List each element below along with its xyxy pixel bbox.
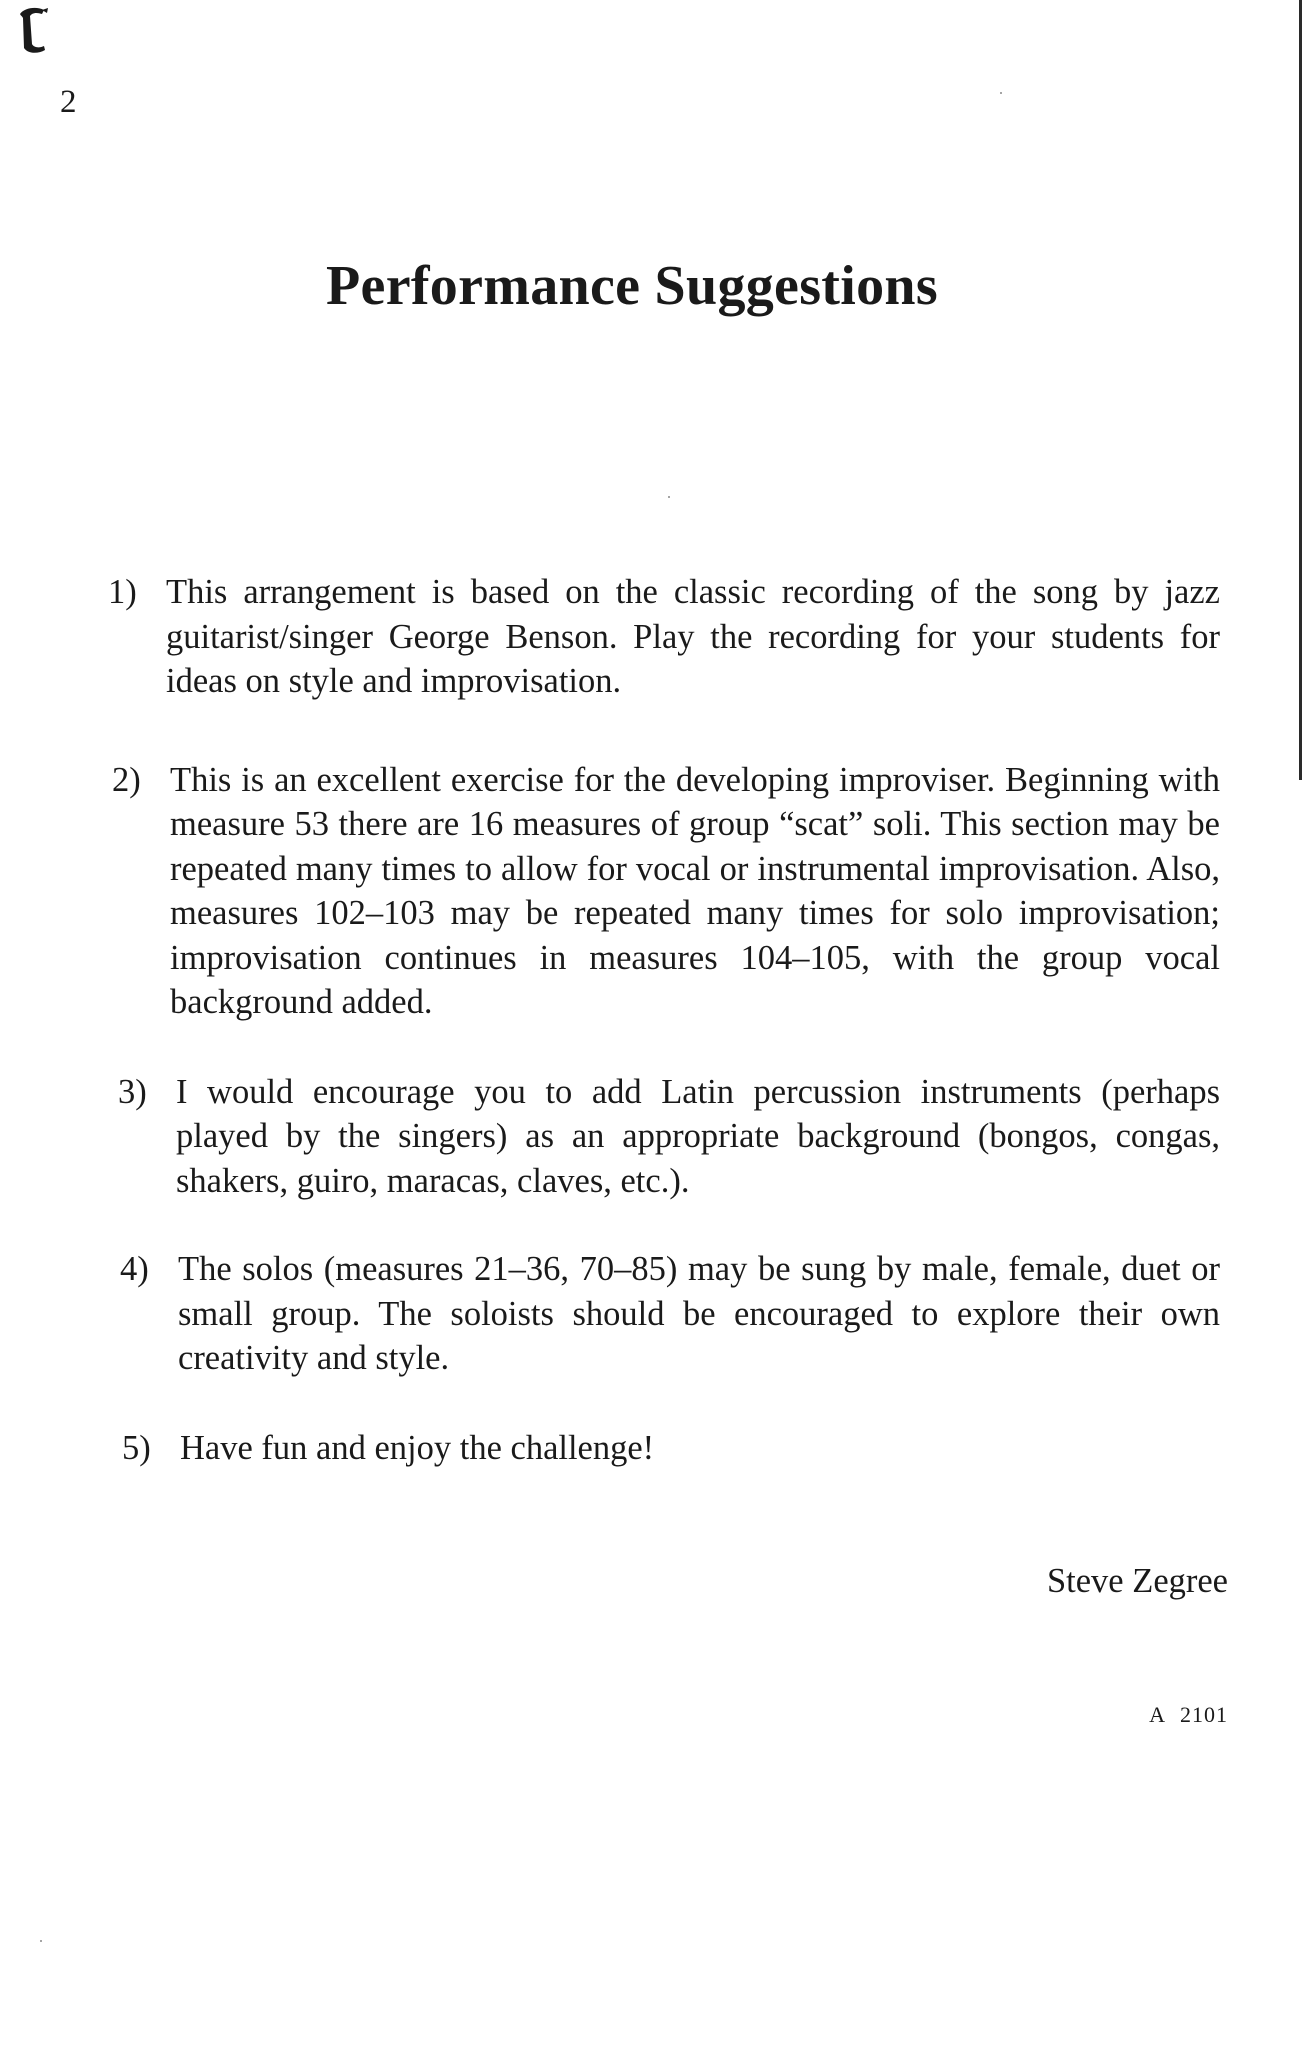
suggestion-text: Have fun and enjoy the challenge! (180, 1428, 655, 1467)
suggestion-text: The solos (measures 21–36, 70–85) may be sung by male, female, duet or small group. The soloists should be encouraged to explore their own creativity and style. (178, 1250, 1220, 1377)
suggestion-text: I would encourage you to add Latin percussion instruments (perhaps played by the singers) as an appropriate background (bongos, congas, shakers, guiro, maracas, claves, etc.). (176, 1072, 1220, 1200)
scan-speck (1000, 92, 1002, 94)
suggestion-item (72, 570, 1220, 704)
page-title: Performance Suggestions (326, 255, 938, 317)
page-number: 2 (60, 84, 77, 120)
publisher-mark-icon (14, 4, 54, 56)
suggestion-number: 4) (120, 1250, 149, 1288)
suggestion-text: This is an excellent exercise for the developing improviser. Beginning with measure 53 there are 16 measures of group “scat” soli. This section may be repeated many times to allow for vocal or instrumental improvisation. Also, measures 102–103 may be repeated many times for solo improvisation; improvisation continues in measures 104–105, with the group vocal background added. (170, 760, 1220, 1021)
suggestion-item (82, 1070, 1220, 1204)
suggestion-number: 2) (112, 760, 141, 799)
scan-speck (668, 496, 670, 498)
suggestion-number: 1) (108, 573, 137, 611)
scan-speck (40, 1940, 42, 1942)
catalog-prefix: A (1149, 1702, 1166, 1727)
suggestion-text: This arrangement is based on the classic recording of the song by jazz guitarist/singer George Benson. Play the recording for your students for ideas on style and improvisation. (166, 573, 1220, 700)
suggestion-number: 5) (122, 1428, 151, 1467)
suggestion-item (86, 1426, 1220, 1471)
suggestion-item (76, 758, 1220, 1025)
suggestions-list (72, 570, 1220, 1470)
suggestion-item (84, 1247, 1220, 1381)
suggestion-number: 3) (118, 1072, 147, 1111)
author-signature: Steve Zegree (1046, 1562, 1228, 1600)
catalog-number (1149, 1704, 1228, 1726)
catalog-code: 2101 (1180, 1702, 1228, 1727)
